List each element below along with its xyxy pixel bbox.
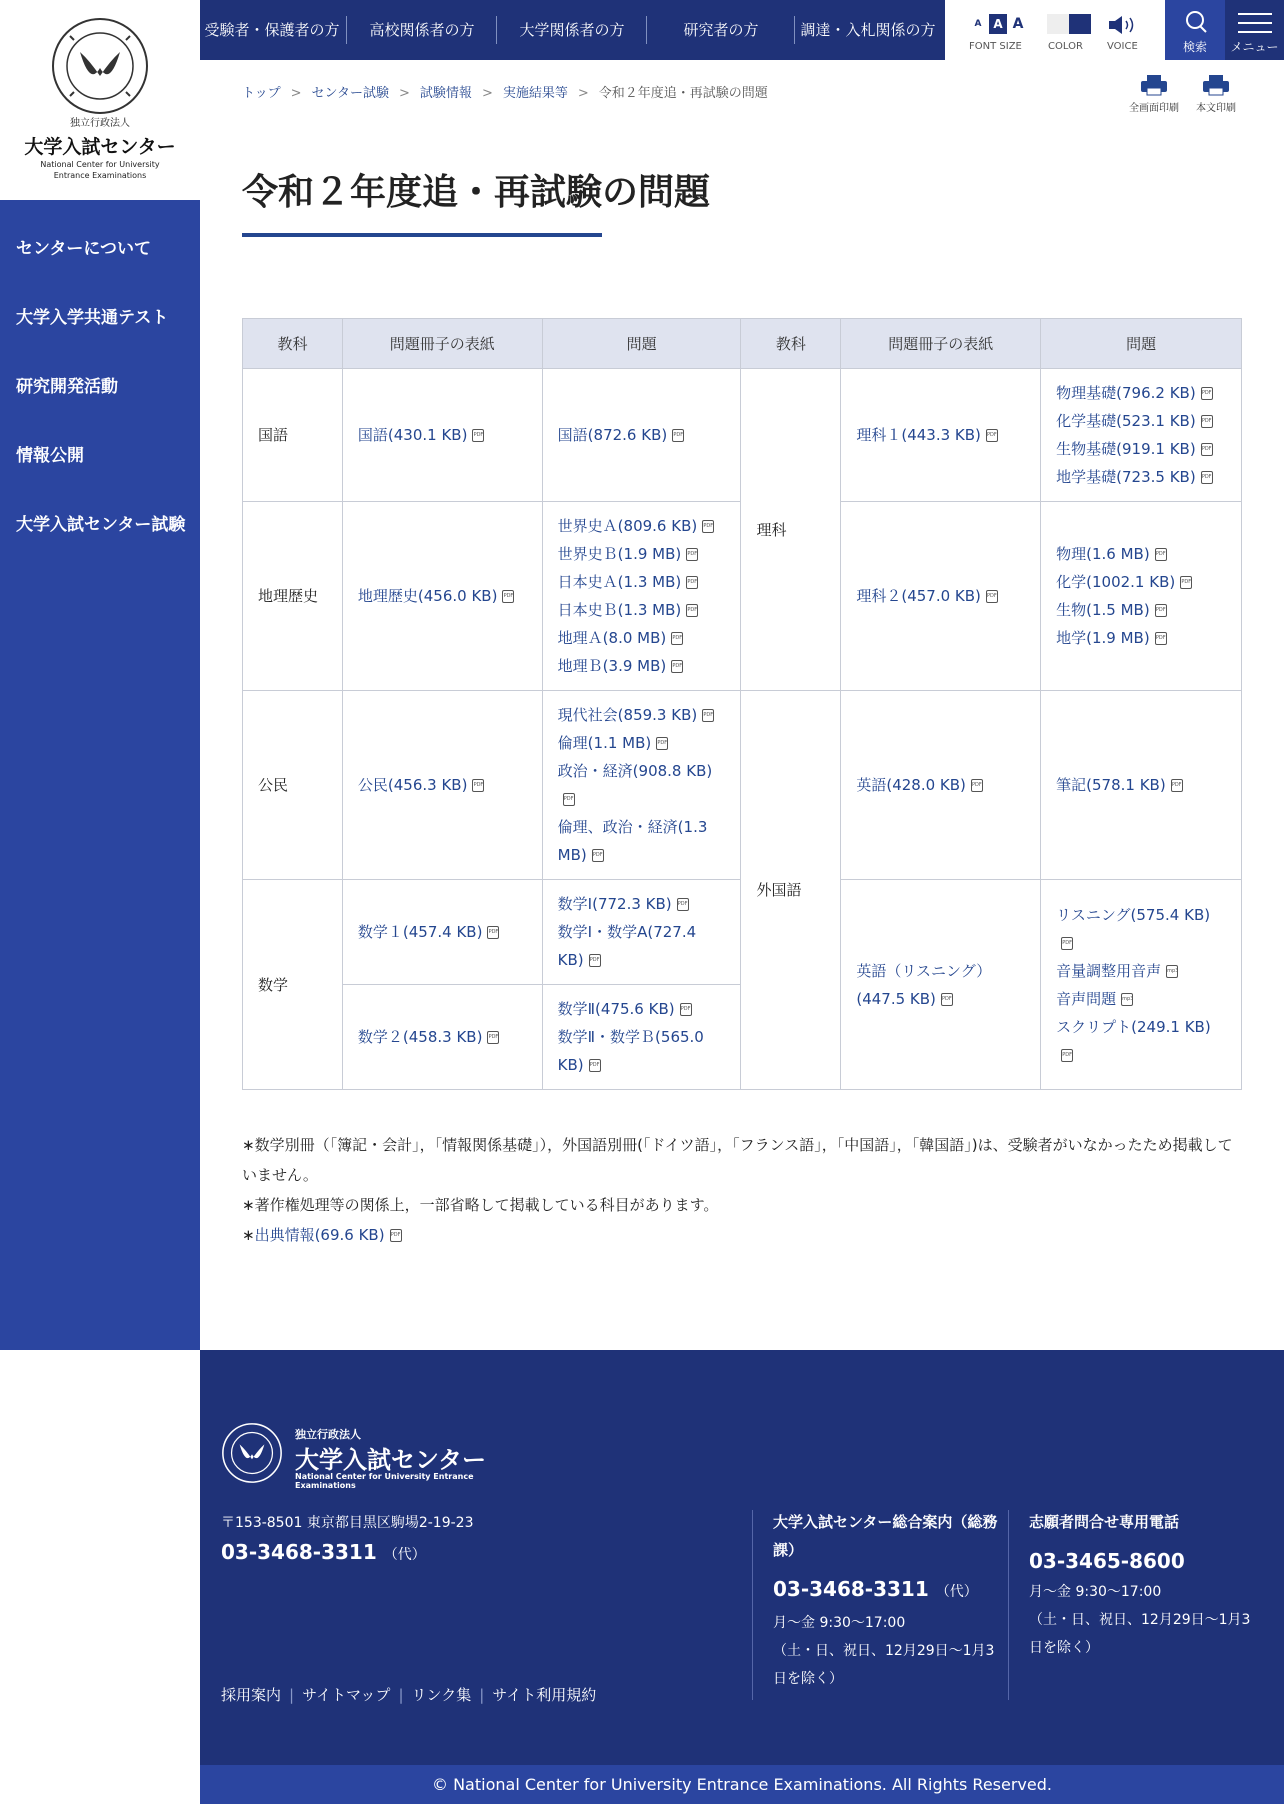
font-size-label: FONT SIZE [969,41,1022,52]
exam-table [242,318,1242,1090]
cover-cell [841,880,1041,1090]
chevron-right-icon: > [290,86,302,101]
problem-link[interactable]: 物理(1.6 MB) [1056,545,1150,563]
pdf-icon: PDF [986,590,998,603]
pdf-icon: PDF [941,993,953,1006]
subject-cell: 数学 [243,880,343,1090]
col-header-problems: 問題 [542,319,741,369]
cover-link[interactable]: 数学２(458.3 KB) [357,1028,483,1046]
breadcrumb [242,82,768,101]
chevron-right-icon: > [577,86,589,101]
subject-cell: 国語 [243,369,343,502]
footer-address: 〒153-8501 東京都目黒区駒場2-19-23 [221,1515,474,1531]
font-size-switcher [969,14,1027,34]
nav-university[interactable]: 大学関係者の方 [519,20,625,39]
logo-title: 大学入試センター [24,136,176,158]
problems-cell [1041,369,1242,502]
logo-english: National Center for University Entrance Examinations [40,160,160,180]
col-header-cover: 問題冊子の表紙 [342,319,542,369]
audio-link[interactable]: 音声問題 [1056,989,1117,1008]
font-size-large[interactable]: A [1009,14,1027,34]
problem-link[interactable]: 日本史Ｂ(1.3 MB) [557,601,682,619]
problem-link[interactable]: 生物基礎(919.1 KB) [1056,440,1196,458]
print-body-label: 本文印刷 [1196,103,1236,114]
problem-link[interactable]: 地学基礎(723.5 KB) [1056,468,1196,486]
cover-link[interactable]: 英語(428.0 KB) [856,776,966,794]
pdf-icon: PDF [1061,937,1073,950]
footer-logo-english: National Center for University Entrance Examinations [295,1472,474,1490]
cover-link[interactable]: 数学１(457.4 KB) [357,923,483,941]
pdf-icon: PDF [1061,1049,1073,1062]
footer-logo-title: 大学入試センター [295,1446,487,1474]
notes [242,1130,1242,1250]
phone-number: 03-3468-3311 [221,1540,377,1564]
problems-cell [542,880,741,985]
col-header-subject: 教科 [741,319,841,369]
search-icon [1184,10,1208,34]
sidebar-item-research[interactable]: 研究開発活動 [16,377,118,397]
sidebar-item-common-test[interactable]: 大学入学共通テスト [16,308,169,328]
pdf-icon: PDF [971,779,983,792]
cover-cell [342,880,542,985]
pdf-icon: PDF [1155,548,1167,561]
pdf-icon: PDF [986,429,998,442]
title-underline [242,233,602,237]
breadcrumb-exam-info[interactable]: 試験情報 [419,86,472,101]
nav-divider [346,16,347,44]
menu-label: メニュー [1230,40,1279,54]
footer-divider [1008,1510,1009,1700]
pdf-icon: PDF [702,520,714,533]
problem-link[interactable]: 数学Ⅰ・数学A(727.4 KB) [557,923,697,969]
note-line: ∗数学別冊（「簿記・会計」，「情報関係基礎」），外国語別冊(「ドイツ語」，「フランス語」，「中国語」，「韓国語」)は、受験者がいなかったため掲載していません。 [242,1136,1233,1184]
contact-hours: 月～金 9:30～17:00 [1029,1584,1162,1600]
sidebar-item-center-exam[interactable]: 大学入試センター試験 [16,515,186,535]
problem-link[interactable]: 物理基礎(796.2 KB) [1056,384,1196,402]
chevron-right-icon: > [481,86,493,101]
problems-cell [1041,691,1242,880]
pdf-icon: PDF [1155,632,1167,645]
problem-link[interactable]: 生物(1.5 MB) [1056,601,1150,619]
note-line: ∗著作権処理等の関係上，一部省略して掲載している科目があります。 [242,1196,719,1214]
hamburger-icon [1238,12,1272,34]
contact-heading: 大学入試センター総合案内（総務課） [773,1513,998,1559]
cover-link[interactable]: 国語(430.1 KB) [357,426,468,444]
page-title: 令和２年度追・再試験の問題 [242,172,711,213]
contact-note: （土・日、祝日、12月29日～1月3日を除く） [1029,1612,1251,1656]
table-row [243,691,1242,880]
color-dark-button[interactable] [1069,14,1091,34]
speaker-icon[interactable] [1107,14,1137,36]
footer-link-terms[interactable]: サイト利用規約 [492,1686,597,1704]
problem-link[interactable]: 現代社会(859.3 KB) [557,706,698,724]
color-label: COLOR [1048,41,1083,52]
nav-examinees[interactable]: 受験者・保護者の方 [204,20,340,39]
problem-link[interactable]: 数学Ⅱ(475.6 KB) [557,1000,675,1018]
problem-link[interactable]: 筆記(578.1 KB) [1056,776,1166,794]
search-label: 検索 [1182,40,1207,54]
problem-link[interactable]: 世界史Ｂ(1.9 MB) [557,545,682,563]
font-size-medium[interactable]: A [989,14,1007,34]
pdf-icon: PDF [1180,576,1192,589]
contact-note: （土・日、祝日、12月29日～1月3日を除く） [773,1643,995,1687]
problem-link[interactable]: 地理Ｂ(3.9 MB) [557,657,667,675]
footer [200,1350,1284,1765]
audio-link[interactable]: 音量調整用音声 [1056,961,1162,980]
pdf-icon: PDF [671,660,683,673]
footer-logo-subtitle: 独立行政法人 [295,1428,361,1441]
nav-high-school[interactable]: 高校関係者の方 [369,20,475,39]
problem-link[interactable]: スクリプト(249.1 KB) [1056,1017,1211,1036]
problems-cell [542,691,741,880]
problem-link[interactable]: 政治・経済(908.8 KB) [557,762,713,780]
col-header-subject: 教科 [243,319,343,369]
breadcrumb-center-exam[interactable]: センター試験 [311,86,390,101]
breadcrumb-results[interactable]: 実施結果等 [502,86,568,101]
cover-link[interactable]: 理科２(457.0 KB) [856,587,981,605]
pdf-icon: PDF [677,898,689,911]
problem-link[interactable]: リスニング(575.4 KB) [1056,905,1211,924]
nav-procurement[interactable]: 調達・入札関係の方 [800,20,936,39]
footer-logo[interactable] [221,1422,521,1490]
footer-link-recruit[interactable]: 採用案内 [221,1686,282,1704]
pdf-icon: PDF [686,576,698,589]
col-header-problems: 問題 [1041,319,1242,369]
contact-heading: 志願者問合せ専用電話 [1029,1513,1180,1531]
problems-cell [542,502,741,691]
pdf-icon: PDF [487,926,499,939]
problem-link[interactable]: 数学Ⅰ(772.3 KB) [557,895,672,913]
sidebar [0,0,200,1350]
cover-link[interactable]: 公民(456.3 KB) [357,776,468,794]
nav-divider [794,16,795,44]
footer-contact-applicant [1029,1508,1263,1662]
contact-phone: 03-3465-8600 [1029,1549,1185,1573]
menu-button[interactable] [1225,0,1284,60]
table-row [243,369,1242,502]
pdf-icon: PDF [502,590,514,603]
sidebar-item-about[interactable]: センターについて [16,239,151,259]
contact-hours: 月～金 9:30～17:00 [773,1615,906,1631]
print-full-button[interactable] [1124,74,1184,114]
table-header-row [243,319,1242,369]
copyright: © National Center for University Entrance Examinations. All Rights Reserved. [200,1765,1284,1804]
phone-suffix: （代） [935,1584,978,1600]
problem-link[interactable]: 数学Ⅱ・数学Ｂ(565.0 KB) [557,1028,704,1074]
cover-cell [342,369,542,502]
subject-cell: 公民 [243,691,343,880]
note-line [242,1220,1242,1250]
footer-links: 採用案内 | サイトマップ | リンク集 | サイト利用規約 [221,1686,597,1704]
nav-divider [646,16,647,44]
problems-cell [542,369,741,502]
pdf-icon: PDF [1155,604,1167,617]
pdf-icon: PDF [1201,415,1213,428]
printer-icon [1202,74,1230,96]
cover-link[interactable]: 理科１(443.3 KB) [856,426,981,444]
pdf-icon: PDF [1201,387,1213,400]
pdf-icon: PDF [686,604,698,617]
problem-link[interactable]: 国語(872.6 KB) [557,426,668,444]
seal-icon [221,1422,283,1484]
top-nav [200,0,945,60]
footer-phone [221,1540,426,1564]
printer-icon [1140,74,1168,96]
cover-cell [342,502,542,691]
accessibility-tools [945,0,1165,60]
pdf-icon: PDF [656,737,668,750]
source-info-link[interactable]: 出典情報(69.6 KB) [254,1226,385,1244]
mp3-icon: mp3 [1121,993,1133,1006]
cover-cell [841,691,1041,880]
search-button[interactable] [1165,0,1225,60]
pdf-icon: PDF [680,1003,692,1016]
problem-link[interactable]: 倫理、政治・経済(1.3 MB) [557,818,708,864]
cover-cell [342,691,542,880]
print-full-label: 全画面印刷 [1129,103,1179,114]
pdf-icon: PDF [472,429,484,442]
phone-suffix: （代） [383,1547,426,1563]
problem-link[interactable]: 地理Ａ(8.0 MB) [557,629,667,647]
phone-number: 03-3468-3311 [773,1577,929,1601]
pdf-icon: PDF [686,548,698,561]
pdf-icon: PDF [563,793,575,806]
cover-cell [841,502,1041,691]
problem-link[interactable]: 地学(1.9 MB) [1056,629,1150,647]
pdf-icon: PDF [589,954,601,967]
subject-cell: 理科 [741,369,841,691]
print-body-button[interactable] [1186,74,1246,114]
problem-link[interactable]: 日本史Ａ(1.3 MB) [557,573,682,591]
problems-cell [1041,880,1242,1090]
pdf-icon: PDF [702,709,714,722]
pdf-icon: PDF [1201,443,1213,456]
pdf-icon: PDF [671,632,683,645]
sidebar-item-disclosure[interactable]: 情報公開 [16,446,84,466]
footer-divider [752,1510,753,1700]
cover-link[interactable]: 英語（リスニング）(447.5 KB) [856,961,992,1008]
cover-cell [342,985,542,1090]
font-size-small[interactable]: A [969,14,987,34]
footer-contact-general [773,1508,1005,1693]
cover-cell [841,369,1041,502]
problem-link[interactable]: 化学(1002.1 KB) [1056,573,1176,591]
problem-link[interactable]: 化学基礎(523.1 KB) [1056,412,1196,430]
pdf-icon: PDF [390,1229,402,1242]
footer-link-links[interactable]: リンク集 [411,1686,472,1704]
problem-link[interactable]: 世界史Ａ(809.6 KB) [557,517,698,535]
problems-cell [1041,502,1242,691]
breadcrumb-top[interactable]: トップ [242,86,281,101]
site-logo[interactable] [0,0,200,200]
pdf-icon: PDF [592,849,604,862]
chevron-right-icon: > [399,86,410,101]
logo-subtitle: 独立行政法人 [70,118,130,129]
subject-cell: 外国語 [741,691,841,1090]
contact-phone [773,1572,1005,1609]
pdf-icon: PDF [589,1059,601,1072]
pdf-icon: PDF [472,779,484,792]
pdf-icon: PDF [1201,471,1213,484]
cover-link[interactable]: 地理歴史(456.0 KB) [357,587,498,605]
voice-label: VOICE [1107,41,1138,52]
color-light-button[interactable] [1047,14,1069,34]
nav-divider [496,16,497,44]
pdf-icon: PDF [672,429,684,442]
pdf-icon: PDF [487,1031,499,1044]
problem-link[interactable]: 倫理(1.1 MB) [557,734,652,752]
note-prefix: ∗ [242,1226,255,1244]
problems-cell [542,985,741,1090]
seal-icon [50,16,150,116]
breadcrumb-current: 令和２年度追・再試験の問題 [598,86,768,101]
mp3-icon: mp3 [1166,965,1178,978]
col-header-cover: 問題冊子の表紙 [841,319,1041,369]
subject-cell: 地理歴史 [243,502,343,691]
nav-researchers[interactable]: 研究者の方 [683,20,759,39]
pdf-icon: PDF [1171,779,1183,792]
footer-link-sitemap[interactable]: サイトマップ [302,1686,391,1704]
